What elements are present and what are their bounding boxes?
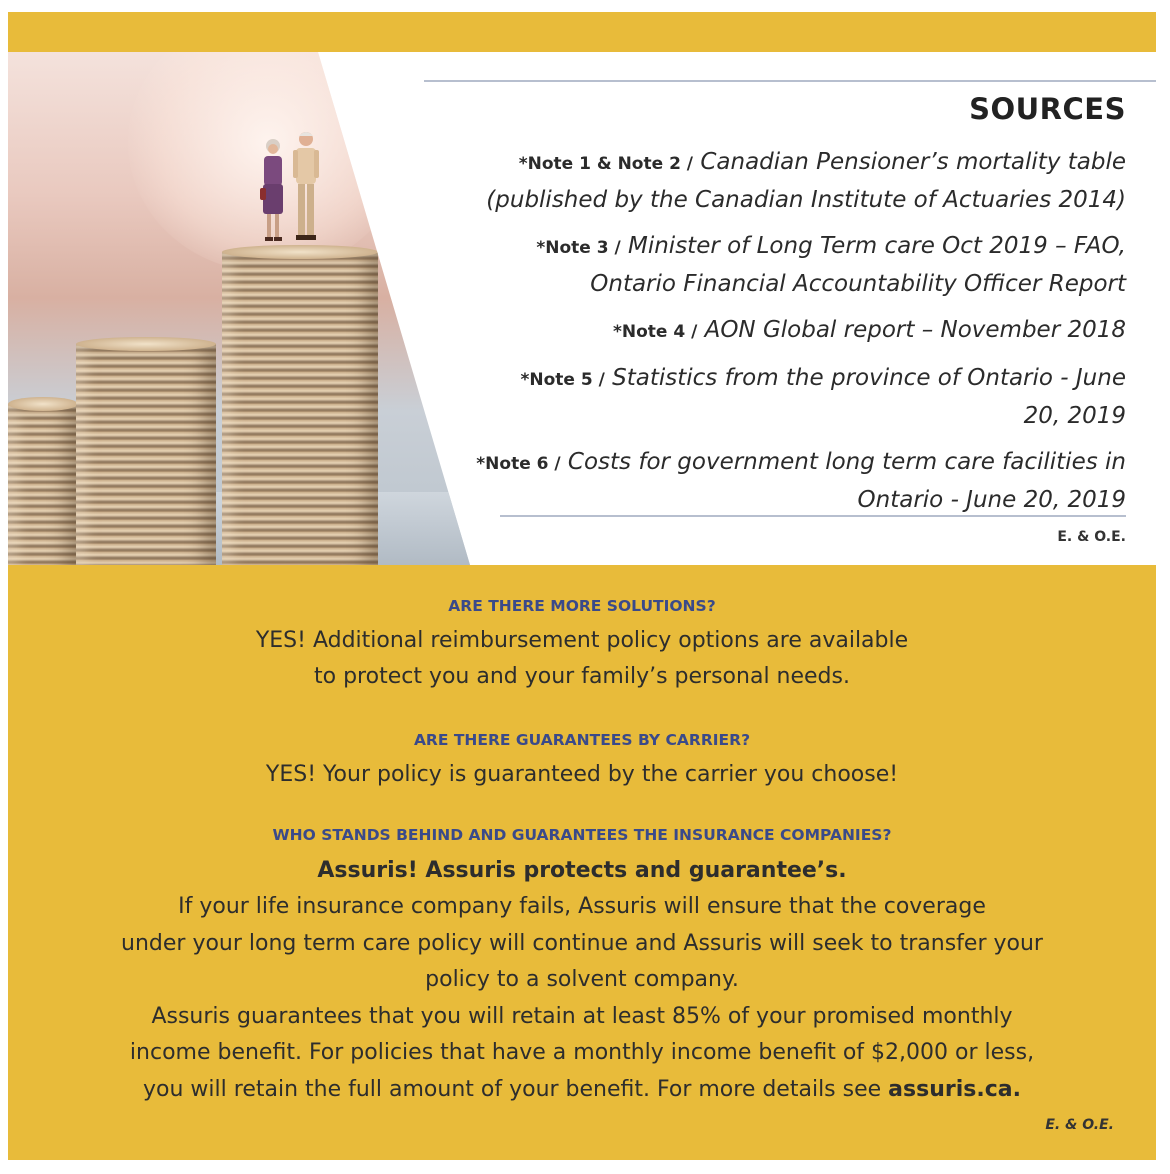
brochure-page	[8, 12, 1156, 1160]
note-text: Costs for government long term care facilities in	[567, 449, 1126, 475]
faq-answer-guarantees: YES! Your policy is guaranteed by the carrier you choose!	[265, 762, 899, 787]
body-line: If your life insurance company fails, Assuris will ensure that the coverage	[178, 894, 986, 919]
source-note-5	[446, 360, 1126, 434]
errors-omissions-note: E. & O.E.	[1045, 1117, 1114, 1133]
coin-stacks-photo	[8, 52, 478, 565]
coin-stack-medium	[76, 344, 216, 565]
note-text: Minister of Long Term care Oct 2019 – FAO,	[628, 233, 1126, 259]
source-note-1-2	[446, 144, 1126, 218]
note-text: Ontario - June 20, 2019	[857, 487, 1126, 513]
bottom-divider	[500, 515, 1126, 517]
source-note-6	[446, 444, 1126, 518]
source-note-3	[446, 228, 1126, 302]
note-text: AON Global report – November 2018	[704, 317, 1126, 343]
answer-line: to protect you and your family’s personal needs.	[314, 664, 850, 689]
sources-panel	[8, 52, 1156, 565]
note-text: Ontario Financial Accountability Officer Report	[590, 271, 1126, 297]
body-line: income benefit. For policies that have a monthly income benefit of $2,000 or less,	[129, 1040, 1035, 1065]
note-text: (published by the Canadian Institute of Actuaries 2014)	[486, 187, 1126, 213]
note-label: *Note 4 /	[612, 322, 698, 342]
body-line: you will retain the full amount of your benefit. For more details see	[143, 1076, 889, 1102]
source-note-4	[446, 312, 1126, 350]
body-line: under your long term care policy will continue and Assuris will seek to transfer your	[121, 930, 1043, 956]
faq-question-assuris: WHO STANDS BEHIND AND GUARANTEES THE INSURANCE COMPANIES?	[272, 826, 892, 844]
note-text: Statistics from the province of Ontario - June	[612, 365, 1126, 391]
elderly-man-figurine	[290, 128, 322, 246]
note-text: Canadian Pensioner’s mortality table	[700, 149, 1126, 175]
errors-omissions-note: E. & O.E.	[1057, 529, 1126, 545]
assuris-link[interactable]: assuris.ca.	[888, 1076, 1021, 1102]
body-line: policy to a solvent company.	[425, 967, 739, 992]
coin-stack-small	[8, 404, 78, 565]
note-label: *Note 3 /	[536, 238, 621, 258]
answer-line: YES! Additional reimbursement policy options are available	[255, 628, 909, 653]
top-divider	[424, 80, 1156, 82]
sources-list	[446, 144, 1126, 528]
body-line: Assuris guarantees that you will retain at least 85% of your promised monthly	[151, 1003, 1013, 1029]
faq-answer-assuris-heading: Assuris! Assuris protects and guarantee’s.	[317, 858, 847, 883]
faq-section	[8, 565, 1156, 1160]
elderly-woman-figurine	[258, 136, 288, 246]
faq-answer-solutions	[8, 623, 1156, 695]
coin-stack-tall	[222, 252, 378, 565]
note-label: *Note 6 /	[476, 454, 561, 474]
faq-question-solutions: ARE THERE MORE SOLUTIONS?	[448, 597, 716, 615]
note-label: *Note 5 /	[520, 370, 605, 390]
note-text: 20, 2019	[1023, 403, 1126, 429]
faq-question-guarantees: ARE THERE GUARANTEES BY CARRIER?	[413, 731, 751, 749]
note-label: *Note 1 & Note 2 /	[518, 154, 694, 174]
assuris-explanation	[8, 889, 1156, 1108]
sources-heading: SOURCES	[969, 92, 1126, 126]
